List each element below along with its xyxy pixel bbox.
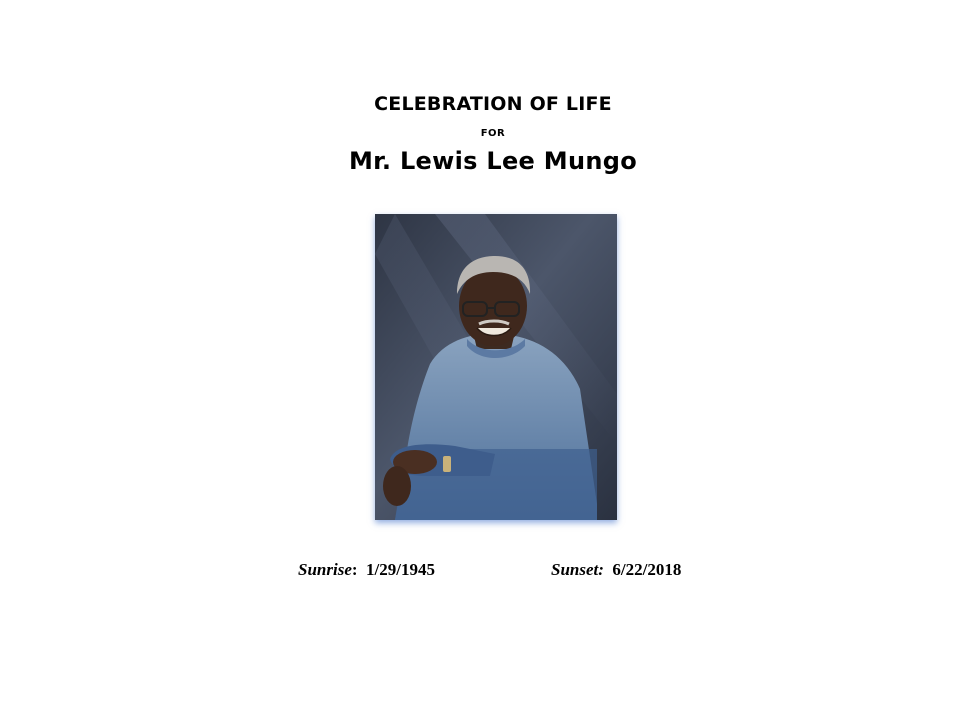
sunrise-date: Sunrise: 1/29/1945 bbox=[298, 560, 435, 579]
sunset-value: 6/22/2018 bbox=[612, 560, 682, 579]
sunset-label: Sunset: bbox=[551, 560, 604, 579]
portrait-photo bbox=[375, 214, 617, 520]
honoree-name: Mr. Lewis Lee Mungo bbox=[348, 147, 637, 175]
sunrise-label: Sunrise bbox=[298, 560, 352, 579]
sunset-date bbox=[551, 560, 681, 580]
celebration-title: CELEBRATION OF LIFE bbox=[374, 93, 612, 115]
sunrise-value: 1/29/1945 bbox=[366, 560, 435, 579]
for-connector: for bbox=[480, 124, 506, 140]
